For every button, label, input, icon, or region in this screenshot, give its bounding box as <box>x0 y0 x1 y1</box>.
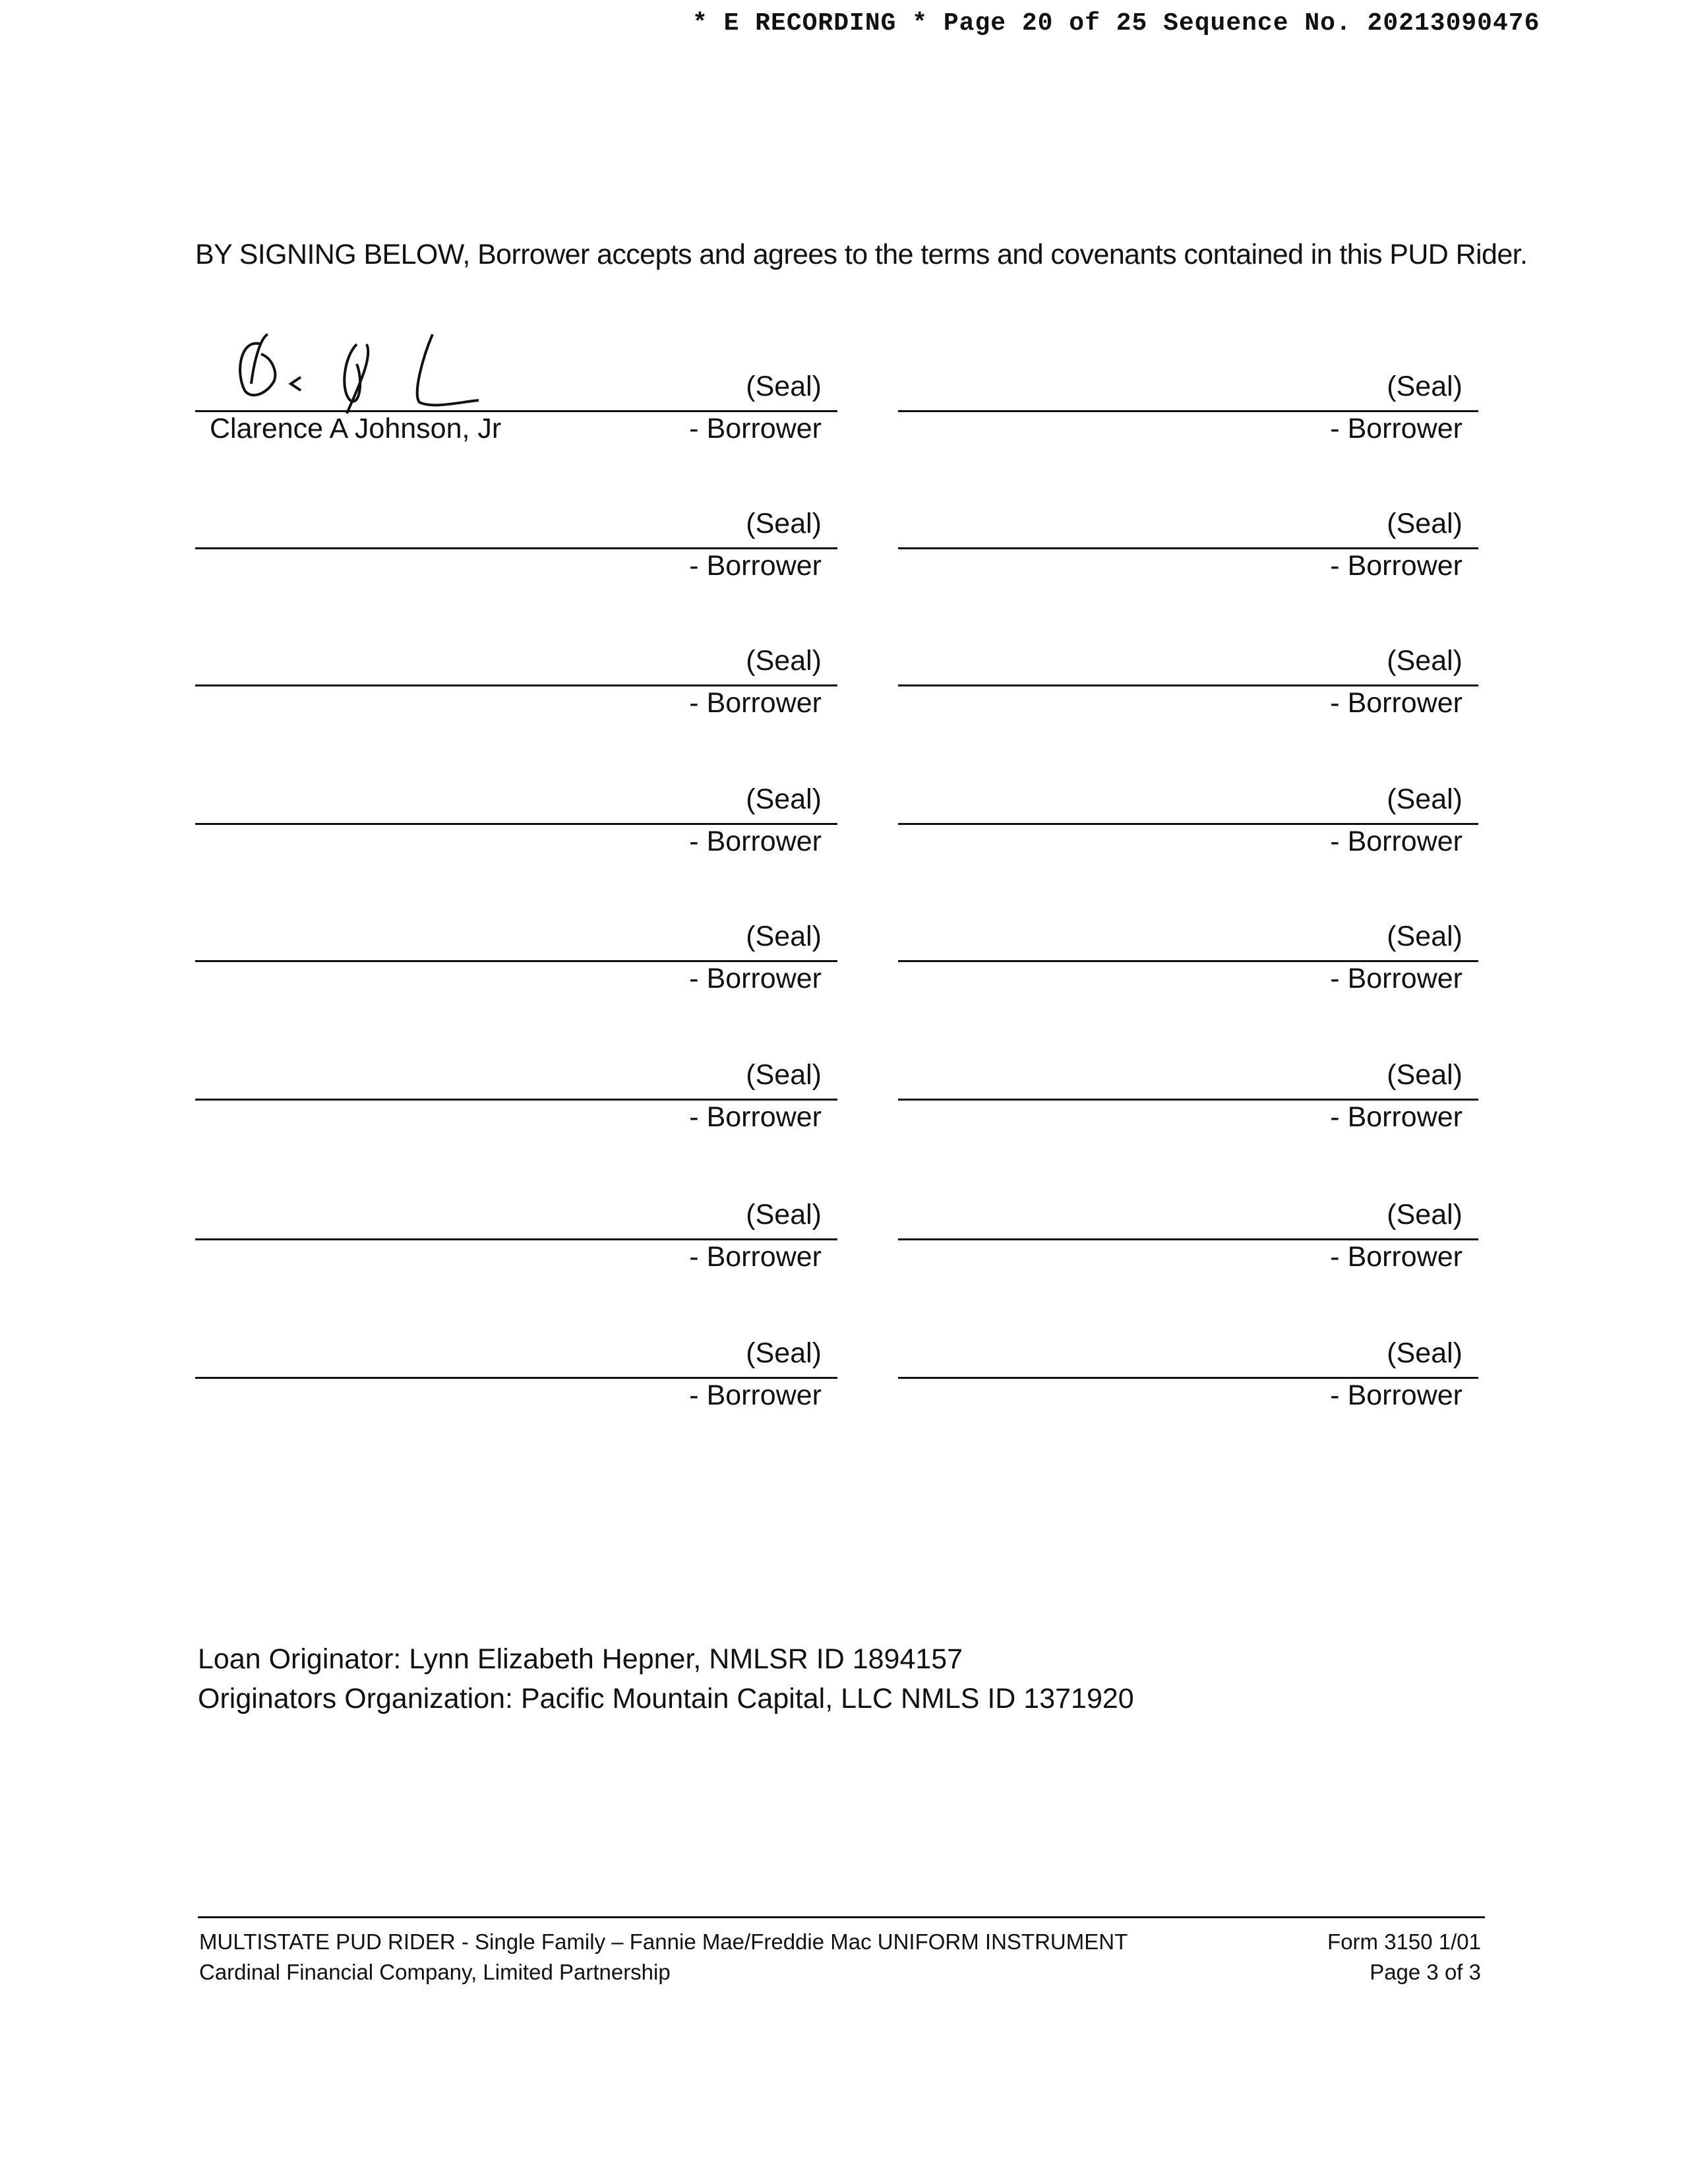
seal-label: (Seal) <box>1387 645 1462 677</box>
signature-block <box>195 1337 837 1456</box>
signature-block <box>195 783 837 902</box>
borrower-label: - Borrower <box>1330 826 1462 857</box>
borrower-label: - Borrower <box>1330 1241 1462 1273</box>
borrower-label: - Borrower <box>689 550 822 582</box>
signature-block <box>898 371 1478 489</box>
seal-label: (Seal) <box>1387 1059 1462 1091</box>
handwritten-signature <box>215 318 492 417</box>
signature-line <box>195 547 837 549</box>
borrower-label: - Borrower <box>1330 550 1462 582</box>
borrower-label: - Borrower <box>689 1241 822 1273</box>
signature-line <box>195 823 837 825</box>
signature-block <box>195 921 837 1039</box>
borrower-label: - Borrower <box>689 1380 822 1411</box>
signature-line <box>898 547 1478 549</box>
signature-line <box>195 1377 837 1379</box>
signature-line <box>195 684 837 686</box>
signature-block <box>898 1199 1478 1318</box>
seal-label: (Seal) <box>1387 508 1462 539</box>
signature-block <box>195 645 837 764</box>
seal-label: (Seal) <box>1387 783 1462 815</box>
signature-line <box>195 410 837 412</box>
seal-label: (Seal) <box>746 921 822 952</box>
signature-line <box>195 1238 837 1240</box>
signature-block <box>195 371 837 489</box>
signature-block <box>898 645 1478 764</box>
signature-block <box>898 1337 1478 1456</box>
form-title: MULTISTATE PUD RIDER - Single Family – Fannie Mae/Freddie Mac UNIFORM INSTRUMENT <box>199 1929 1128 1954</box>
signer-name: Clarence A Johnson, Jr <box>210 413 502 444</box>
seal-label: (Seal) <box>746 508 822 539</box>
borrower-label: - Borrower <box>689 826 822 857</box>
seal-label: (Seal) <box>746 371 822 402</box>
seal-label: (Seal) <box>746 1199 822 1230</box>
borrower-label: - Borrower <box>1330 963 1462 994</box>
signature-block <box>195 508 837 626</box>
signature-block <box>195 1059 837 1178</box>
seal-label: (Seal) <box>746 783 822 815</box>
originator-organization: Originators Organization: Pacific Mountain Capital, LLC NMLS ID 1371920 <box>198 1683 1134 1714</box>
form-footer <box>198 1916 1485 1989</box>
seal-label: (Seal) <box>746 1337 822 1369</box>
intro-statement: BY SIGNING BELOW, Borrower accepts and agrees to the terms and covenants contained in this PUD Rider. <box>195 239 1528 270</box>
signature-block <box>195 1199 837 1318</box>
signature-block <box>898 1059 1478 1178</box>
borrower-label: - Borrower <box>689 963 822 994</box>
signature-block <box>898 921 1478 1039</box>
footer-rule <box>198 1916 1485 1918</box>
borrower-label: - Borrower <box>689 1101 822 1133</box>
signature-line <box>195 960 837 962</box>
seal-label: (Seal) <box>746 645 822 677</box>
form-number: Form 3150 1/01 <box>1327 1929 1481 1954</box>
signature-line <box>898 684 1478 686</box>
company-name: Cardinal Financial Company, Limited Partnership <box>199 1960 671 1984</box>
signature-line <box>898 960 1478 962</box>
page-number: Page 3 of 3 <box>1370 1960 1481 1984</box>
signature-block <box>898 508 1478 626</box>
recording-header: * E RECORDING * Page 20 of 25 Sequence No. 20213090476 <box>692 9 1540 38</box>
borrower-label: - Borrower <box>1330 1101 1462 1133</box>
seal-label: (Seal) <box>1387 921 1462 952</box>
borrower-label: - Borrower <box>1330 687 1462 719</box>
signature-line <box>898 410 1478 412</box>
seal-label: (Seal) <box>1387 1337 1462 1369</box>
borrower-label: - Borrower <box>689 687 822 719</box>
signature-line <box>898 1099 1478 1101</box>
loan-originator: Loan Originator: Lynn Elizabeth Hepner, NMLSR ID 1894157 <box>198 1643 963 1675</box>
seal-label: (Seal) <box>1387 371 1462 402</box>
signature-line <box>195 1099 837 1101</box>
signature-line <box>898 823 1478 825</box>
borrower-label: - Borrower <box>1330 413 1462 444</box>
signature-block <box>898 783 1478 902</box>
signature-line <box>898 1377 1478 1379</box>
borrower-label: - Borrower <box>1330 1380 1462 1411</box>
signature-line <box>898 1238 1478 1240</box>
seal-label: (Seal) <box>746 1059 822 1091</box>
seal-label: (Seal) <box>1387 1199 1462 1230</box>
borrower-label: - Borrower <box>689 413 822 444</box>
